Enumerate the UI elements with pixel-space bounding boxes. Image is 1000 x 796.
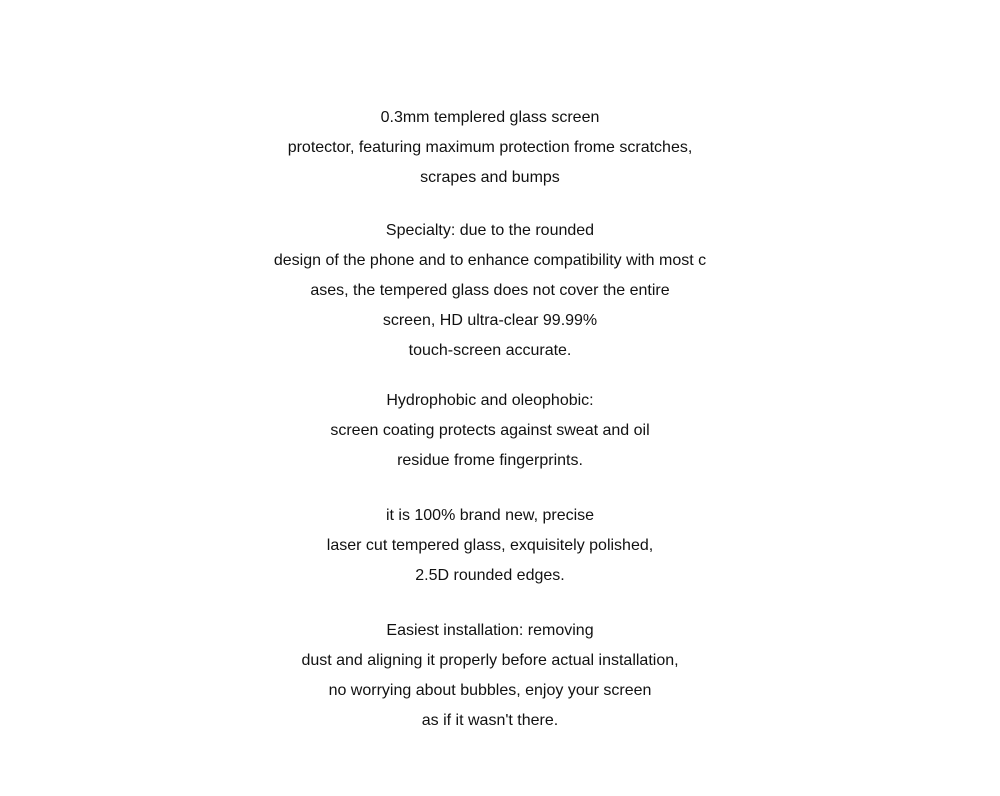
text-line: ases, the tempered glass does not cover the entire: [310, 282, 670, 299]
text-line: scrapes and bumps: [420, 169, 560, 186]
text-line: it is 100% brand new, precise: [385, 507, 595, 524]
text-line: as if it wasn't there.: [421, 712, 559, 729]
text-line: dust and aligning it properly before actual installation,: [301, 652, 679, 669]
text-line: Hydrophobic and oleophobic:: [386, 392, 594, 409]
text-line: protector, featuring maximum protection frome scratches,: [287, 139, 693, 156]
text-line: Specialty: due to the rounded: [385, 222, 595, 239]
text-line: 2.5D rounded edges.: [415, 567, 565, 584]
text-line: 0.3mm templered glass screen: [380, 109, 600, 126]
text-line: no worrying about bubbles, enjoy your screen: [328, 682, 652, 699]
text-line: laser cut tempered glass, exquisitely polished,: [326, 537, 654, 554]
text-line: Easiest installation: removing: [386, 622, 594, 639]
text-line: residue frome fingerprints.: [397, 452, 583, 469]
text-line: screen, HD ultra-clear 99.99%: [382, 312, 598, 329]
text-line: screen coating protects against sweat and oil: [330, 422, 650, 439]
text-line: touch-screen accurate.: [408, 342, 572, 359]
text-line: design of the phone and to enhance compatibility with most c: [273, 252, 707, 269]
